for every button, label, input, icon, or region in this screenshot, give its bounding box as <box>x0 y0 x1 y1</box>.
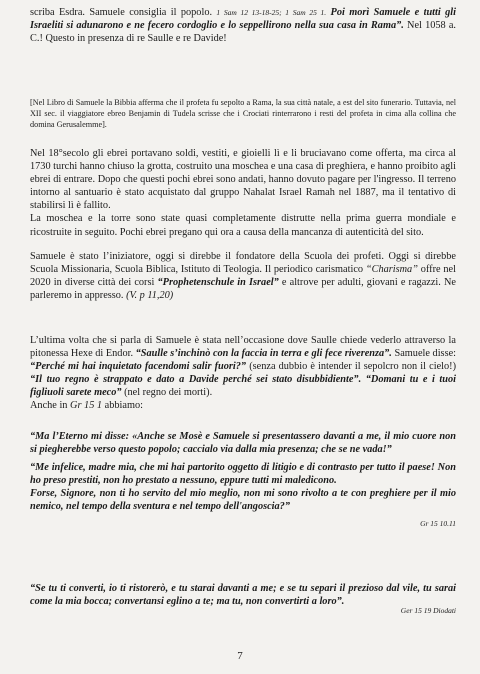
text: (senza dubbio è intender il sepolcro non il cielo!) <box>246 361 457 373</box>
bible-reference: 1 Sam 12 13-18-25; 1 Sam 25 1. <box>216 8 327 17</box>
bible-reference: Gr 15 1 <box>70 400 103 412</box>
course-name: “Prophetenschule in Israel” <box>157 277 279 289</box>
quote-bold: “Saulle s’inchinò con la faccia in terra e gli fece riverenza”. <box>135 348 392 360</box>
magazine-name: “Charisma” <box>365 264 418 276</box>
text: e altrove per adulti, giovani e ragazzi. Ne parleremo in appresso. <box>30 277 456 302</box>
page-number: 7 <box>237 650 243 662</box>
text: (nel regno dei morti). <box>121 387 213 399</box>
paragraph-history <box>30 147 456 239</box>
text: Anche in <box>30 400 71 412</box>
paragraph-samuel-death <box>30 6 456 45</box>
quote-block-jeremiah <box>30 430 456 530</box>
text: Samuele è stato l’iniziatore, oggi si direbbe il fondatore della Scuola dei profeti. Oggi si direbbe Scuola Missionaria, Scuola Biblica, Istituto di Teologia. Il periodico carismatico <box>30 251 456 276</box>
text: scriba Esdra. Samuele consiglia il popolo. <box>30 7 217 18</box>
quote-bold: “Me infelice, madre mia, che mi hai partorito oggetto di litigio e di contrasto per tutto il paese! Non ho preso prestiti, non ho prestato a nessuno, eppure tutti mi maledicono. <box>30 462 456 487</box>
quote-bold: “Il tuo regno è strappato e dato a Davide perché sei stato disubbidiente”. <box>30 374 362 386</box>
page-reference: (V. p 11,20) <box>126 290 174 302</box>
quote-bold: “Ma l’Eterno mi disse: «Anche se Mosè e Samuele si presentassero davanti a me, il mio cuore non si piegherebbe verso questo popolo; caccialo via dalla mia presenza; che se ne vada!” <box>30 431 456 456</box>
text: La moschea e la torre sono state quasi completamente distrutte nella prima guerra mondiale e ricostruite in seguito. Pochi ebrei pregano qui ora a causa della mancanza di autenticità del sito. <box>30 213 456 238</box>
bible-reference: Ger 15 19 Diodati <box>400 606 456 616</box>
note-text: [Nel Libro di Samuele la Bibbia afferma che il profeta fu sepolto a Rama, la sua città natale, a est del sito funerario. Tuttavia, nel XII sec. il viaggiatore ebreo Benjamin di Tudela scrisse che i Crociati rinterrarono i resti del profeta in cima alla collina che domina Gerusalemme]. <box>30 98 456 129</box>
editorial-note <box>30 97 456 130</box>
paragraph-endor <box>30 334 456 413</box>
text: L’ultima volta che si parla di Samuele è stata nell’occasione dove Saulle chiede vederlo attraverso la pitonessa Hexe di Endor. <box>30 335 456 360</box>
quote-bold: “Domani tu e i tuoi figliuoli sarete meco” <box>30 374 457 399</box>
text: Nel 1058 a. C.! Questo in presenza di re Saulle e re Davide! <box>30 20 456 45</box>
text: abbiamo: <box>102 400 143 412</box>
paragraph-school <box>30 250 456 302</box>
bible-reference: Gr 15 10.11 <box>420 518 456 528</box>
quote-bold: Poi morì Samuele e tutti gli Israeliti si adunarono e ne fecero cordoglio e lo seppellirono nella sua casa in Rama”. <box>30 7 456 32</box>
quote-block-jeremiah-2 <box>30 582 456 617</box>
quote-bold: “Se tu ti converti, io ti ristorerò, e tu starai davanti a me; e se tu separi il prezioso dal vile, tu sarai come la mia bocca; convertansi eglino a te; ma tu, non convertirti a loro”. <box>30 583 456 608</box>
quote-bold: Forse, Signore, non ti ho servito del mio meglio, non mi sono rivolto a te con preghiere per il mio nemico, nel tempo della sventura e nel tempo dell'angoscia?” <box>30 488 456 513</box>
text: Nel 18°secolo gli ebrei portavano soldi, vestiti, e gioielli lì e li bruciavano come offerta, ma circa al 1730 turchi hanno chiuso la grotta, costruito una moschea e una casa di preghiera, e hanno proibito agli ebrei di entrare. Dopo che questi pochi ebrei sono andati, hanno dovuto pagare per l'ingresso. Il terreno intorno al santuario è stato acquistato dal gruppo Nahalat Israel Ramah nel 1887, ma il tentativo di stabilirsi lì è fallito. <box>30 148 456 212</box>
text: Samuele disse: <box>391 348 457 360</box>
quote-bold: “Perché mi hai inquietato facendomi salir fuori?” <box>30 361 247 373</box>
text: offre nel 2020 in diverse città dei corsi <box>30 264 456 289</box>
